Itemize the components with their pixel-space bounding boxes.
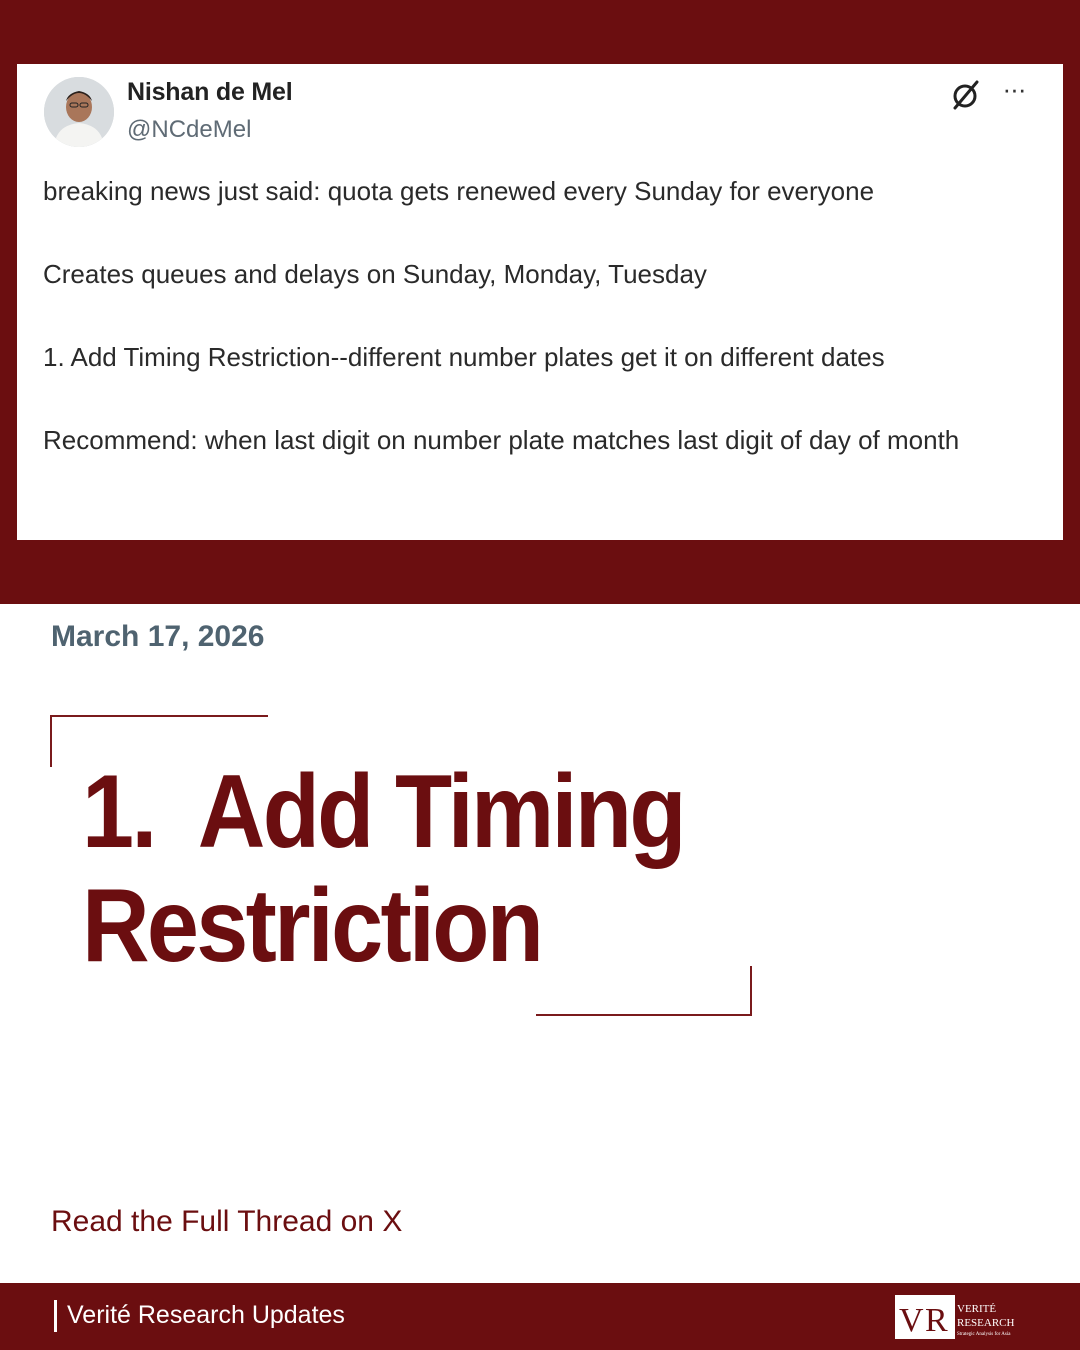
headline [82, 755, 766, 983]
footer-brand-text: Verité Research Updates [67, 1301, 345, 1329]
avatar[interactable] [44, 77, 114, 147]
svg-text:VERITÉ: VERITÉ [957, 1303, 997, 1315]
tweet-text [43, 170, 1043, 502]
grok-icon[interactable] [949, 78, 983, 112]
author-name[interactable]: Nishan de Mel [127, 78, 293, 106]
decorative-bracket-bottom-right [536, 966, 752, 1016]
svg-text:Strategic Analysis for Asia: Strategic Analysis for Asia [957, 1332, 1011, 1337]
verite-research-logo [895, 1295, 1025, 1339]
tweet-paragraph: Recommend: when last digit on number plate matches last digit of day of month [43, 425, 960, 455]
svg-text:RESEARCH: RESEARCH [957, 1317, 1015, 1329]
more-icon[interactable]: ··· [1002, 74, 1026, 104]
top-banner [0, 0, 1080, 604]
headline-line-1: 1. Add Timing [82, 754, 684, 870]
author-handle[interactable]: @NCdeMel [127, 116, 252, 143]
footer-divider [54, 1300, 57, 1332]
headline-line-2: Restriction [82, 868, 542, 984]
tweet-card[interactable] [17, 64, 1063, 540]
read-full-thread-link[interactable]: Read the Full Thread on X [51, 1205, 403, 1238]
tweet-paragraph: breaking news just said: quota gets renewed every Sunday for everyone [43, 176, 875, 206]
tweet-paragraph: Creates queues and delays on Sunday, Monday, Tuesday [43, 259, 707, 289]
svg-text:R: R [925, 1302, 948, 1339]
post-date: March 17, 2026 [51, 620, 265, 653]
tweet-paragraph: 1. Add Timing Restriction--different number plates get it on different dates [43, 342, 885, 372]
footer [0, 1283, 1080, 1350]
svg-text:V: V [899, 1302, 924, 1339]
